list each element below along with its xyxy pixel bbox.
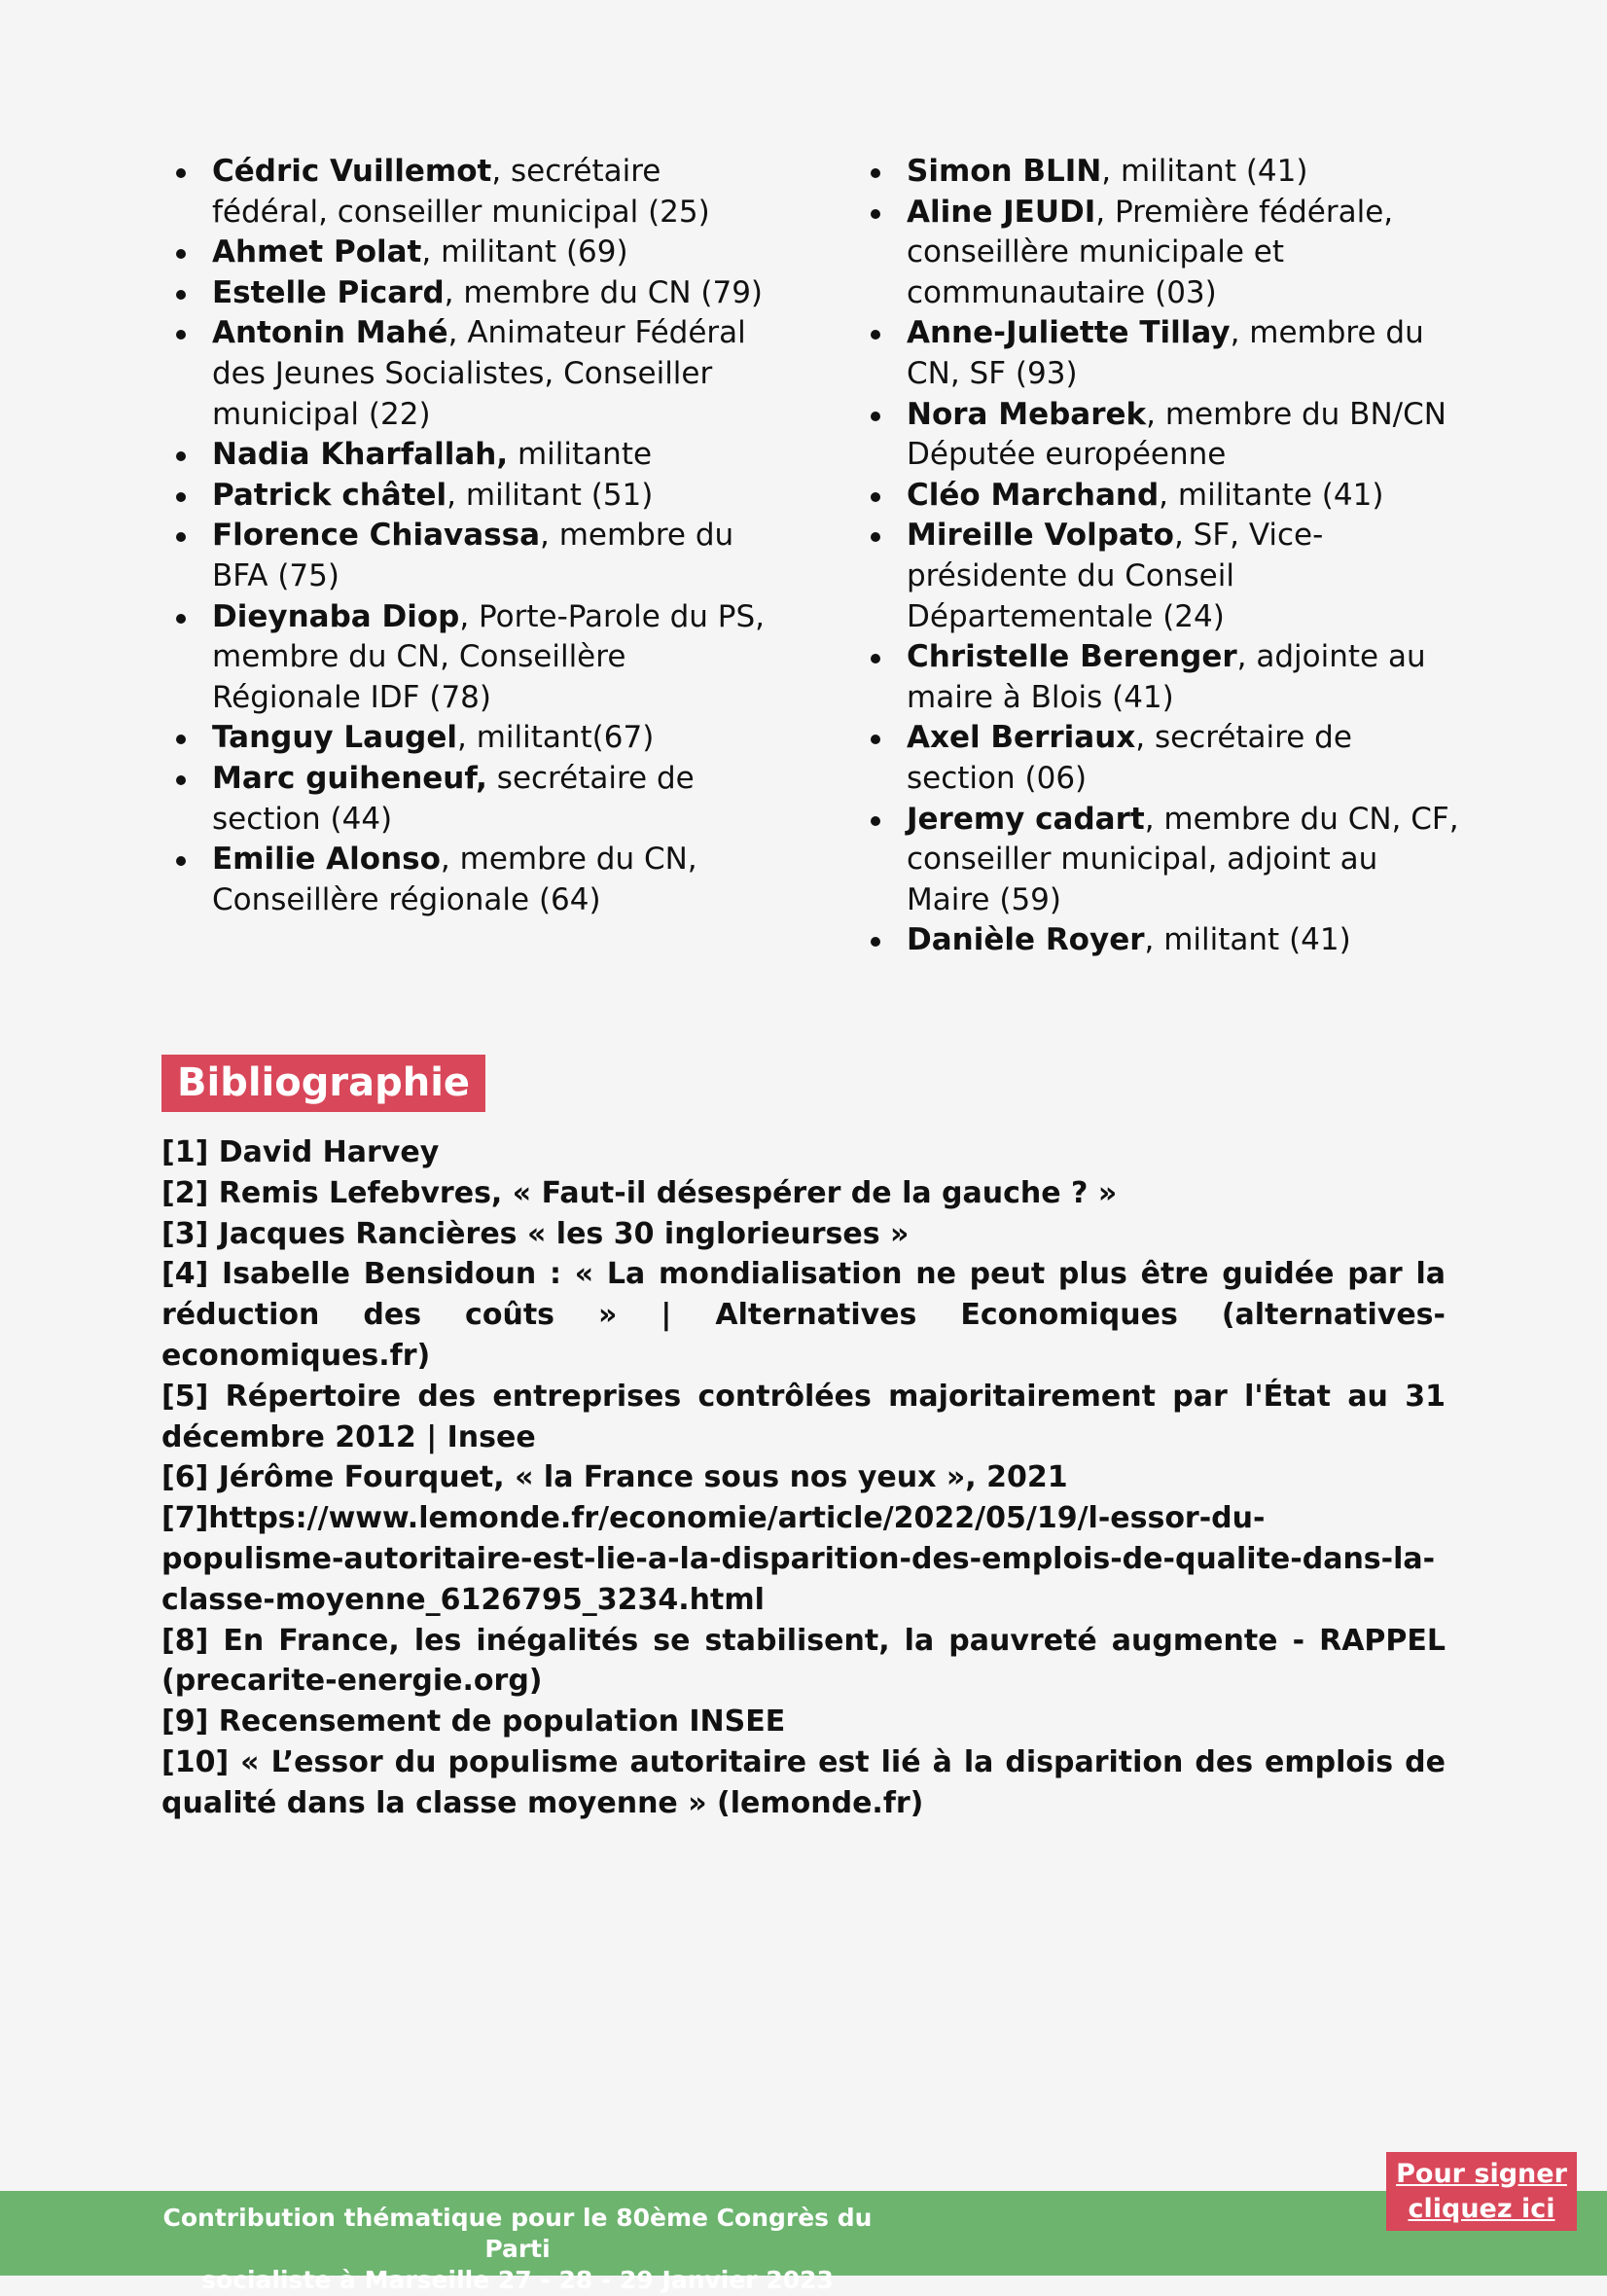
bibliography-item-text: [6] Jérôme Fourquet, « la France sous nos yeux », 2021 — [161, 1460, 1068, 1495]
signatory-item — [146, 516, 782, 596]
signatory-detail: , membre du CN, SF (93) — [907, 315, 1424, 391]
signatory-name: Cléo Marchand — [907, 477, 1160, 513]
sign-button-line-1[interactable]: Pour signer — [1396, 2158, 1567, 2189]
signatory-detail: , membre du CN (79) — [444, 274, 764, 310]
signatory-item — [146, 718, 782, 759]
sign-button-line-2[interactable]: cliquez ici — [1408, 2193, 1555, 2224]
bibliography-item-text: [2] Remis Lefebvres, « Faut-il désespérer de la gauche ? » — [161, 1175, 1118, 1210]
bibliography-item — [161, 1173, 1446, 1214]
signatory-name: Nora Mebarek — [907, 396, 1147, 432]
signatory-detail: , militant (41) — [1144, 922, 1351, 958]
footer-caption-line-1: Contribution thématique pour le 80ème Congrès du Parti — [162, 2204, 873, 2263]
sign-petition-button[interactable] — [1386, 2152, 1577, 2231]
signatory-detail: , membre du CN, CF, conseiller municipal, adjoint au Maire (59) — [907, 801, 1459, 917]
signatory-name: Cédric Vuillemot — [212, 154, 492, 189]
signatory-item — [840, 152, 1469, 193]
signatory-item — [840, 395, 1469, 476]
bibliography-item-text[interactable]: [10] « L’essor du populisme autoritaire est lié à la disparition des emplois de qualité dans la classe moyenne » (lemonde.fr) — [161, 1744, 1446, 1820]
signatory-detail: , membre du BN/CN Députée européenne — [907, 396, 1446, 473]
signatory-name: Marc guiheneuf, — [212, 760, 487, 796]
bibliography-item[interactable] — [161, 1621, 1446, 1703]
signatory-name: Danièle Royer — [907, 922, 1145, 958]
signatory-item — [146, 476, 782, 517]
signatories-right-column — [840, 152, 1469, 961]
signatory-name: Nadia Kharfallah, — [212, 437, 509, 473]
signatory-item — [840, 718, 1469, 799]
signatory-detail: , membre du BFA (75) — [212, 518, 734, 593]
bibliography-item-text[interactable]: [4] Isabelle Bensidoun : « La mondialisation ne peut plus être guidée par la réduction des coûts » | Alternatives Economiques (alternatives-economiques.fr) — [161, 1257, 1446, 1373]
signatory-detail: , militante (41) — [1159, 477, 1384, 513]
signatory-item — [146, 152, 782, 233]
bibliography-item — [161, 1702, 1446, 1742]
signatory-detail: , militant (41) — [1101, 154, 1308, 189]
bibliography-item-text: [9] Recensement de population INSEE — [161, 1704, 786, 1740]
signatory-detail: , adjointe au maire à Blois (41) — [907, 639, 1426, 715]
signatory-name: Simon BLIN — [907, 154, 1102, 189]
bibliography-item-text: [3] Jacques Rancières « les 30 inglorieurses » — [161, 1216, 910, 1251]
signatory-detail: secrétaire de section (44) — [212, 760, 695, 837]
footer-bar — [0, 2191, 1607, 2294]
bibliography-item-text[interactable]: [8] En France, les inégalités se stabilisent, la pauvreté augmente - RAPPEL (precarite-energie.org) — [161, 1623, 1446, 1699]
signatory-detail: , secrétaire de section (06) — [907, 720, 1352, 796]
bibliography-item[interactable] — [161, 1377, 1446, 1458]
signatory-item — [840, 516, 1469, 637]
signatory-name: Dieynaba Diop — [212, 598, 460, 634]
signatory-detail: , militant(67) — [456, 720, 655, 756]
bibliography-item — [161, 1457, 1446, 1498]
signatory-detail: , membre du CN, Conseillère régionale (64) — [212, 842, 697, 917]
signatory-item — [146, 597, 782, 719]
bibliography-item[interactable] — [161, 1254, 1446, 1376]
signatory-name: Ahmet Polat — [212, 234, 422, 270]
signatory-item — [146, 313, 782, 435]
signatory-detail: , Première fédérale, conseillère municipale et communautaire (03) — [907, 194, 1394, 310]
signatory-name: Antonin Mahé — [212, 315, 448, 351]
signatory-name: Emilie Alonso — [212, 842, 441, 878]
signatories-section — [146, 152, 1469, 961]
bibliography-list — [161, 1132, 1446, 1824]
signatory-item — [840, 476, 1469, 517]
signatory-detail: , militant (51) — [446, 477, 654, 513]
signatory-name: Patrick châtel — [212, 477, 447, 513]
footer-caption-line-2: socialiste à Marseille 27 - 28 - 29 Janvier 2023 — [201, 2266, 834, 2294]
signatory-item — [146, 759, 782, 840]
signatory-item — [146, 233, 782, 273]
bibliography-item[interactable] — [161, 1742, 1446, 1824]
bibliography-item — [161, 1214, 1446, 1255]
bibliography-item-text[interactable]: [5] Répertoire des entreprises contrôlées majoritairement par l'État au 31 décembre 2012 | Insee — [161, 1379, 1446, 1454]
signatory-item — [840, 800, 1469, 921]
signatory-item — [146, 840, 782, 920]
signatory-item — [840, 193, 1469, 314]
footer-caption — [128, 2203, 907, 2296]
signatories-left-column — [146, 152, 782, 961]
signatory-detail: militante — [508, 437, 653, 473]
signatory-detail: , Porte-Parole du PS, membre du CN, Conseillère Régionale IDF (78) — [212, 598, 766, 715]
signatory-name: Estelle Picard — [212, 274, 445, 310]
signatory-detail: , secrétaire fédéral, conseiller municipal (25) — [212, 154, 710, 230]
bibliography-item-text: [1] David Harvey — [161, 1135, 440, 1169]
signatory-detail: , SF, Vice-présidente du Conseil Départementale (24) — [907, 518, 1324, 634]
signatory-item — [146, 273, 782, 314]
signatory-name: Aline JEUDI — [907, 194, 1096, 230]
signatory-name: Tanguy Laugel — [212, 720, 457, 756]
bibliography-heading: Bibliographie — [161, 1055, 485, 1112]
signatory-name: Christelle Berenger — [907, 639, 1237, 675]
signatory-name: Anne-Juliette Tillay — [907, 315, 1231, 351]
signatory-name: Axel Berriaux — [907, 720, 1136, 756]
bibliography-item[interactable] — [161, 1498, 1446, 1620]
bibliography-item-link[interactable]: [7]https://www.lemonde.fr/economie/article/2022/05/19/l-essor-du-populisme-autoritaire-est-lie-a-la-disparition-des-emplois-de-qualite-dans-la-classe-moyenne_6126795_3234.html — [161, 1501, 1436, 1617]
bibliography-item — [161, 1132, 1446, 1173]
signatory-item — [840, 637, 1469, 718]
signatory-name: Jeremy cadart — [907, 801, 1145, 837]
signatory-name: Florence Chiavassa — [212, 518, 540, 554]
signatory-name: Mireille Volpato — [907, 518, 1174, 554]
signatory-item — [146, 435, 782, 476]
signatory-item — [840, 313, 1469, 394]
signatory-detail: , Animateur Fédéral des Jeunes Socialistes, Conseiller municipal (22) — [212, 315, 746, 432]
signatory-item — [840, 920, 1469, 961]
signatory-detail: , militant (69) — [421, 234, 628, 270]
